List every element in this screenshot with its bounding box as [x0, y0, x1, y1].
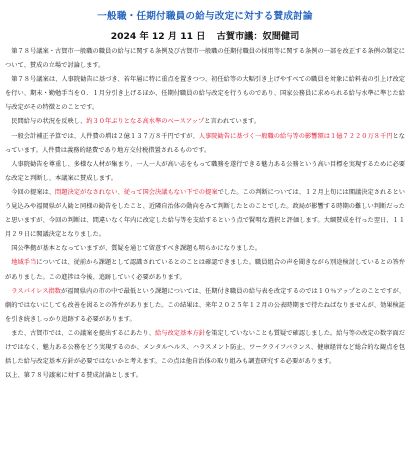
speech-paragraph — [5, 285, 405, 327]
paragraph-text: 人事院勧告を尊重し、多様な人材が集まり、一人一人が高い志をもって職務を遂行できる魅力ある公務という高い目標を実現するために必要な改定と判断し、本議案に賛成します。 — [5, 160, 405, 182]
paragraph-text: でした。この判断については、１２月上旬には閣議決定されるという見込みや福岡県が人勧と同様の勧告をしたこと、近隣自治体の動向をみて判断したとのことでした。政局が影響する時期の難しい判断だったと思いますが、今回の判断は、間違いなく年内に改定した給与等を支給するという点で賢明な選択と評価します。大綱賛成を行った翌日、１１月２９日に閣議決定となりました。 — [5, 188, 406, 239]
byline — [5, 30, 405, 43]
highlighted-phrase: 給与改定基本方針 — [155, 329, 205, 337]
speech-body — [5, 45, 405, 383]
highlighted-phrase: ラスパイレス指数 — [11, 287, 62, 295]
speech-paragraph — [5, 186, 405, 242]
paragraph-text: が福岡県内の市の中で最低という課題については、任期付き職員の給与表を改定するのでは１０％アップとのことですが、劇的ではないにしても改善を図るとの答弁がありました。この結果は、来年２０２５年１２月の公表時期まで待たねばなりませんが、効果検証を引き続きしっかり追跡する必要があります。 — [5, 287, 406, 323]
paragraph-text: また、古賀市では、この議案を提出するにあたり、 — [5, 329, 155, 337]
speech-paragraph — [5, 242, 405, 256]
paragraph-text: と言われています。 — [204, 118, 260, 126]
speech-paragraph — [5, 130, 405, 158]
paragraph-text: となっています。人件費は義務的経費であり地方交付税措置されるものです。 — [5, 132, 405, 154]
highlighted-phrase: 地域手当 — [11, 259, 37, 267]
speech-paragraph — [5, 327, 405, 369]
paragraph-text: については、従前から課題として認識されているとのことは確認できました。職員組合の声を聞きながら別途検討しているとの答弁がありました。この進捗は今後、追跡していく必要があります。 — [5, 259, 406, 281]
paragraph-text: 国公準拠が基本となっていますが、質疑を通じて留意すべき課題も明らかになりました。 — [5, 245, 262, 253]
speech-paragraph — [5, 369, 405, 383]
paragraph-text: 第７８号議案・古賀市一般職の職員の給与に関する条例及び古賀市一般職の任期付職員の採用等に関する条例の一部を改正する条例の制定について、賛成の立場で討論します。 — [5, 48, 405, 70]
paragraph-text: を策定していないことも質疑で確認しました。給与等の改定の数字面だけではなく、魅力ある公務をどう実現するのか、メンタルヘルス、ハラスメント防止、ワークライフバランス、健康経営など総合的な観点を包括した給与改定基本方針が必要ではないかと考えます。この点は他自治体の取り組みも調査研究する必要があります。 — [5, 329, 405, 366]
highlighted-phrase: 約３０年ぶりとなる高水準のベースアップ — [86, 118, 205, 126]
paragraph-text: 第７８号議案は、人事院勧告に基づき、若年層に特に重点を置きつつ、初任給等の大幅引き上げやすべての職員を対象に給料表の引上げ改定を行い、期末・勤勉手当を０．１月分引き上げるほか、任期付職員の給与改定を行うものであり、国家公務員に求められる給与水準に準じた給与改定がその特徴とのことです。 — [5, 76, 405, 112]
speaker-name: 古賀市議：奴間健司 — [216, 31, 300, 42]
speech-paragraph — [5, 45, 405, 73]
speech-paragraph — [5, 115, 405, 129]
highlighted-phrase: 人事院勧告に基づく一般職の給与等の影響額は１億７２２０万８千円 — [198, 132, 393, 140]
paragraph-text: 以上、第７８号議案に対する賛成討論とします。 — [5, 372, 142, 380]
speech-paragraph — [5, 256, 405, 284]
speech-paragraph — [5, 73, 405, 115]
speech-date: 2024 年 12 月 11 日 — [110, 31, 206, 42]
highlighted-phrase: 問題決定がなされない、従って国会決議もない下での提案 — [55, 188, 218, 196]
speech-paragraph — [5, 158, 405, 186]
paragraph-text: 民間給与の状況を反映し、 — [5, 118, 87, 126]
paragraph-text: 今回の提案は、 — [5, 188, 56, 196]
paragraph-text: 一般会計補正予算では、人件費の増は２億１３７万８千円ですが、 — [5, 132, 199, 140]
document-title: 一般職・任期付職員の給与改定に対する賛成討論 — [97, 11, 313, 22]
